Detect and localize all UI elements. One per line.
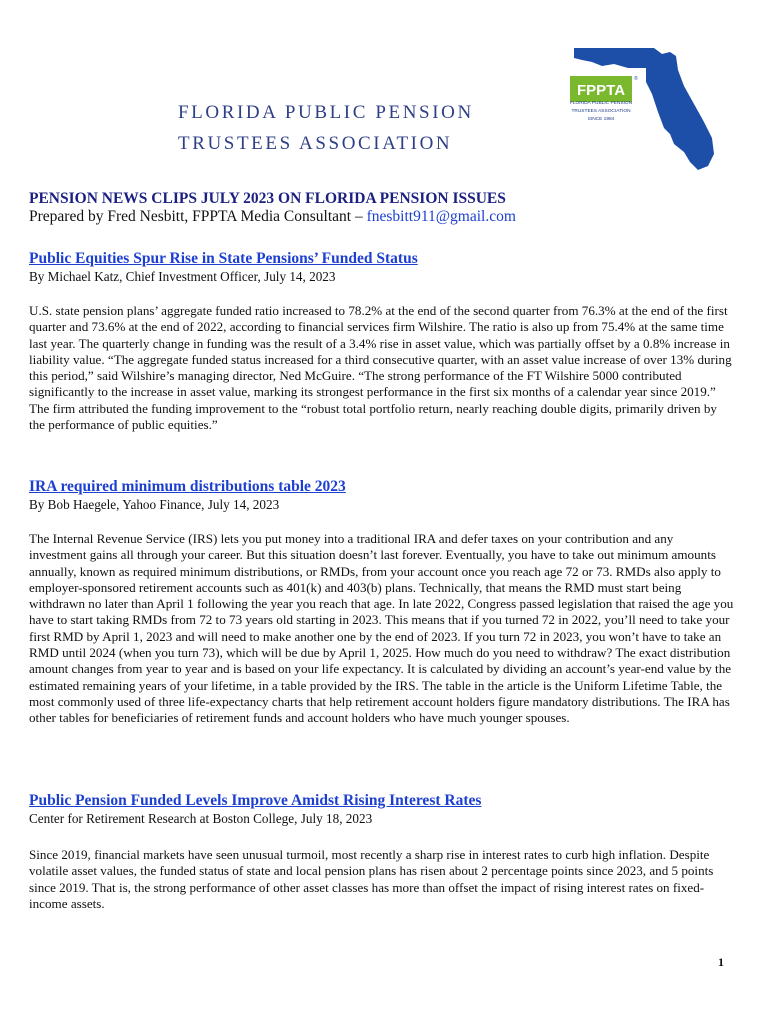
article-byline: Center for Retirement Research at Boston College, July 18, 2023 xyxy=(29,811,373,826)
consultant-email-link[interactable]: fnesbitt911@gmail.com xyxy=(366,208,516,225)
article-body: Since 2019, financial markets have seen unusual turmoil, most recently a sharp rise in interest rates to curb high inflation. Despite volatile asset values, the funded status of state and local pension plans has risen about 2 percentage points since 2023, and 5 points since 2019. That is, the strong performance of other asset classes has more than offset the impact of rising interest rates on fixed-income assets. xyxy=(29,847,714,911)
article-byline: By Bob Haegele, Yahoo Finance, July 14, 2023 xyxy=(29,497,280,512)
organization-name-line-1: FLORIDA PUBLIC PENSION xyxy=(178,102,474,123)
newsletter-title: PENSION NEWS CLIPS JULY 2023 ON FLORIDA PENSION ISSUES xyxy=(29,190,506,207)
logo-tagline-line-2: TRUSTEES ASSOCIATION xyxy=(571,109,631,114)
logo-tagline xyxy=(566,100,636,124)
organization-name-line-2: TRUSTEES ASSOCIATION xyxy=(178,133,453,154)
prepared-by-text: Prepared by Fred Nesbitt, FPPTA Media Consultant – xyxy=(29,208,367,225)
logo-tagline-line-1: FLORIDA PUBLIC PENSION xyxy=(569,101,633,106)
organization-name xyxy=(178,97,518,159)
article-byline: By Michael Katz, Chief Investment Officer, July 14, 2023 xyxy=(29,269,336,284)
logo-tagline-line-3: SINCE 1984 xyxy=(587,117,615,122)
article-title-link[interactable]: Public Equities Spur Rise in State Pensions’ Funded Status xyxy=(29,250,418,267)
logo-registered-mark: ® xyxy=(634,76,638,82)
article-title-link[interactable]: IRA required minimum distributions table 2023 xyxy=(29,478,346,495)
article-body: The Internal Revenue Service (IRS) lets you put money into a traditional IRA and defer taxes on your contribution and any investment gains all through your career. But this situation doesn’t last forever. Eventually, you have to take out minimum amounts annually, known as required minimum distributions, or RMDs, from your account once you reach age 72 or 73. RMDs also apply to employer-sponsored retirement accounts such as 401(k) and 403(b) plans. Technically, that means the RMD must start being withdrawn no later than April 1 following the year you reach that age. In late 2022, Congress passed legislation that raised the age you have to start taking RMDs from 72 to 73 years old starting in 2023. This means that if you turned 72 in 2022, you’ll need to take your first RMD by April 1, 2023 and will need to make another one by the end of 2023. If you turn 72 in 2023, you won’t have to take an RMD until 2024 (when you turn 73), which will be due by April 1, 2025. How much do you need to withdraw? The exact distribution amount changes from year to year and is based on your life expectancy. It is calculated by dividing an account’s year-end value by the estimated remaining years of your lifetime, in a table provided by the IRS. The table in the article is the Uniform Lifetime Table, the most commonly used of three life-expectancy charts that help retirement account holders figure mandatory distributions. The IRA has other tables for beneficiaries of retirement funds and account holders who have much younger spouses. xyxy=(29,531,734,726)
page-number: 1 xyxy=(718,955,724,969)
article-title-link[interactable]: Public Pension Funded Levels Improve Amidst Rising Interest Rates xyxy=(29,792,482,809)
logo-acronym: FPPTA xyxy=(576,82,626,99)
prepared-by-line xyxy=(29,208,516,226)
article-body: U.S. state pension plans’ aggregate funded ratio increased to 78.2% at the end of the second quarter from 76.3% at the end of the first quarter and 73.6% at the end of 2022, according to financial services firm Wilshire. The ratio is also up from 75.4% at the same time last year. The quarterly change in funding was the result of a 3.4% rise in asset value, which was partially offset by a 0.8% increase in liability value. “The aggregate funded status increased for a third consecutive quarter, with an asset value increase of over 13% during this period,” said Wilshire’s managing director, Ned McGuire. “The strong performance of the FT Wilshire 5000 contributed significantly to the increase in asset value, marking its strongest performance in the first six months of a calendar year since 2019.” The firm attributed the funding improvement to the “robust total portfolio return, nearly reaching double digits, primarily driven by the performance of public equities.” xyxy=(29,303,732,433)
